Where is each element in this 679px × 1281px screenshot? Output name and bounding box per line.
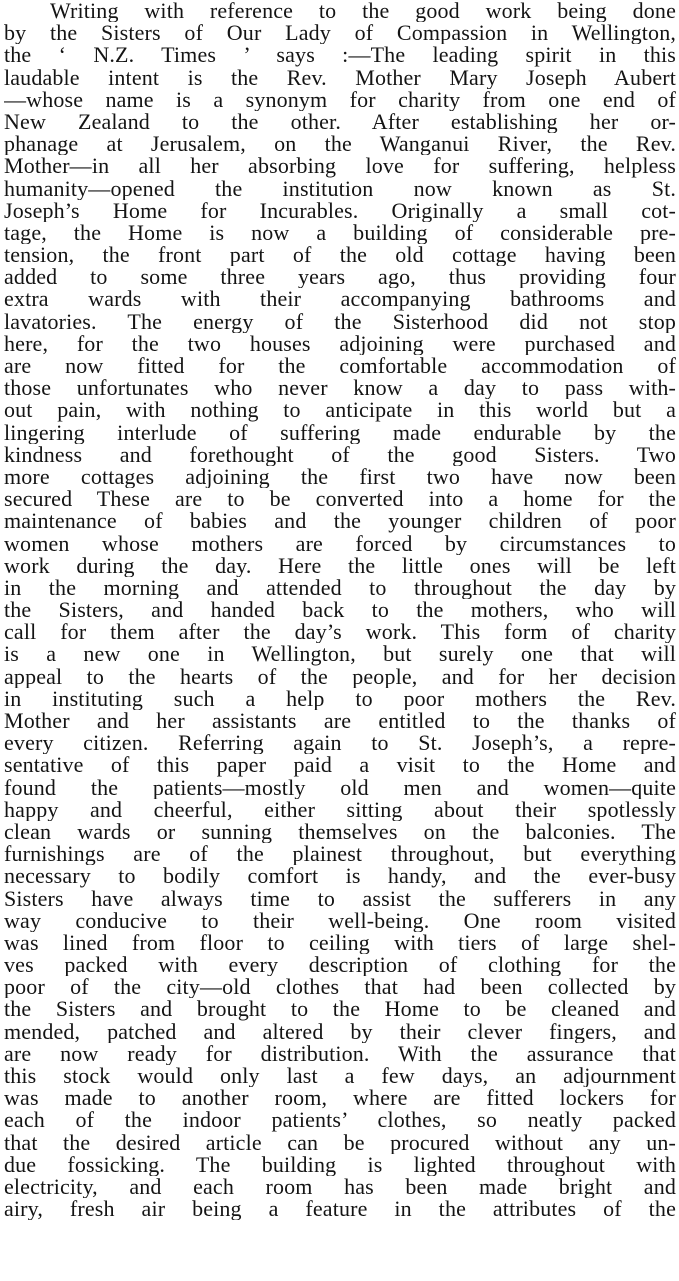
article-line: poor of the city—old clothes that had been collected by [4,976,676,999]
article-line: this stock would only last a few days, an adjournment [4,1065,676,1088]
article-line: out pain, with nothing to anticipate in this world but a [4,399,676,422]
article-line: lingering interlude of suffering made endurable by the [4,421,676,444]
article-line: work during the day. Here the little ones will be left [4,554,676,577]
article-line: here, for the two houses adjoining were purchased and [4,332,676,355]
article-line: women whose mothers are forced by circumstances to [4,532,676,555]
article-line: electricity, and each room has been made bright and [4,1175,676,1199]
article-line: maintenance of babies and the younger children of poor [4,510,676,533]
article-line: Joseph’s Home for Incurables. Originally a small cot- [4,199,676,222]
article-line: every citizen. Referring again to St. Joseph’s, a repre- [4,732,676,755]
article-line: happy and cheerful, either sitting about their spotlessly [4,798,676,821]
article-line: the ‘ N.Z. Times ’ says :—The leading spirit in this [4,44,676,67]
article-line: Writing with reference to the good work being done [50,0,676,23]
article-line: is a new one in Wellington, but surely one that will [4,643,676,666]
article-line: added to some three years ago, thus providing four [4,266,676,289]
article-line: found the patients—mostly old men and women—quite [4,776,676,799]
article-line: kindness and forethought of the good Sisters. Two [4,443,676,466]
article-line: laudable intent is the Rev. Mother Mary Joseph Aubert [4,66,676,89]
article-line: the Sisters and brought to the Home to be cleaned and [4,998,676,1021]
article-line: are now ready for distribution. With the assurance that [4,1042,676,1065]
article-line: necessary to bodily comfort is handy, and the ever-busy [4,865,676,888]
article-line: furnishings are of the plainest throughout, but everything [4,843,676,866]
article-line: in instituting such a help to poor mothers the Rev. [4,687,676,710]
article-line: mended, patched and altered by their clever fingers, and [4,1020,676,1043]
article-line: humanity—opened the institution now known as St. [4,177,676,200]
article-line: lavatories. The energy of the Sisterhood did not stop [4,310,676,333]
article-line: secured These are to be converted into a home for the [4,488,676,511]
article-line: ves packed with every description of clothing for the [4,954,676,977]
article-line: —whose name is a synonym for charity from one end of [4,88,676,111]
article-line: Mother—in all her absorbing love for suffering, helpless [4,155,676,178]
article-line: the Sisters, and handed back to the mothers, who will [4,599,676,622]
article-line: call for them after the day’s work. This form of charity [4,621,676,644]
article-line: tension, the front part of the old cottage having been [4,244,676,267]
article-line: way conducive to their well-being. One room visited [4,909,676,932]
article-line: was made to another room, where are fitted lockers for [4,1087,676,1110]
article-line: by the Sisters of Our Lady of Compassion in Wellington, [4,22,676,45]
article-line: Mother and her assistants are entitled to the thanks of [4,710,676,733]
article-line: was lined from floor to ceiling with tiers of large shel- [4,931,676,955]
article-line: phanage at Jerusalem, on the Wanganui River, the Rev. [4,133,676,156]
article-line: tage, the Home is now a building of considerable pre- [4,221,676,245]
article-line: sentative of this paper paid a visit to the Home and [4,754,676,777]
article-line: Sisters have always time to assist the sufferers in any [4,887,676,910]
article-line: more cottages adjoining the first two have now been [4,465,676,489]
article-line: airy, fresh air being a feature in the attributes of the [4,1198,676,1221]
article-line: that the desired article can be procured without any un- [4,1131,676,1154]
article-line: those unfortunates who never know a day to pass with- [4,377,676,400]
article-line: each of the indoor patients’ clothes, so neatly packed [4,1109,676,1132]
article-line: due fossicking. The building is lighted throughout with [4,1153,676,1176]
article-line: are now fitted for the comfortable accommodation of [4,355,676,378]
article-line: appeal to the hearts of the people, and for her decision [4,665,676,688]
article-line: in the morning and attended to throughout the day by [4,576,676,600]
article-column [4,0,676,1220]
article-line: New Zealand to the other. After establishing her or- [4,110,676,134]
article-line: clean wards or sunning themselves on the balconies. The [4,820,676,844]
article-line: extra wards with their accompanying bathrooms and [4,288,676,311]
